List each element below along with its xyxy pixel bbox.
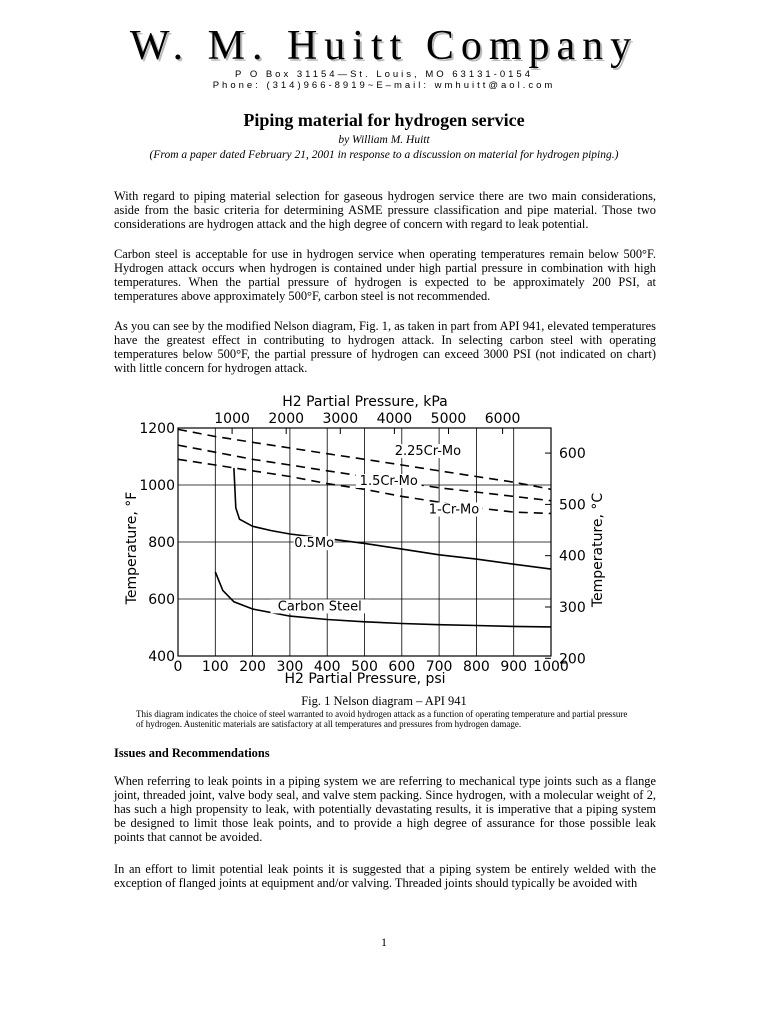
y2-tick-label: 200: [559, 651, 586, 668]
company-address: P O Box 31154—St. Louis, MO 63131-0154: [235, 69, 533, 80]
y-tick-label: 600: [148, 592, 175, 608]
series-label-0-5mo: 0.5Mo: [294, 536, 335, 552]
y-tick-label: 1200: [139, 421, 175, 437]
nelson-diagram: [0, 388, 768, 688]
figure-caption: Fig. 1 Nelson diagram – API 941: [301, 694, 467, 708]
series-label-1-cr-mo: 1-Cr-Mo: [428, 502, 480, 518]
y2-tick-label: 600: [559, 446, 586, 463]
x-tick-label: 500: [351, 659, 378, 675]
paper-title: Piping material for hydrogen service: [243, 110, 525, 130]
paragraph-2: Carbon steel is acceptable for use in hydrogen service when operating temperatures remain below 500°F. Hydrogen attack occurs when hydrogen is contained under high partial pressure in combination with high temperatures. When the partial pressure of hydrogen is expected to be approximately 200 PSI, at temperatures above approximately 500°F, carbon steel is not recommended.: [114, 247, 656, 303]
x-tick-label: 800: [463, 659, 490, 675]
section-heading: Issues and Recommendations: [114, 746, 270, 760]
x-tick-label: 300: [276, 659, 304, 675]
byline: by William M. Huitt: [338, 134, 430, 146]
chart-top-axis-label: H2 Partial Pressure, kPa: [282, 394, 448, 410]
x2-tick-label: 1000: [214, 411, 250, 427]
chart-bottom-axis-label: H2 Partial Pressure, psi: [284, 671, 446, 687]
x-tick-label: 0: [173, 659, 183, 675]
y2-tick-label: 500: [559, 497, 586, 514]
x2-tick-label: 2000: [268, 411, 305, 427]
paragraph-3: As you can see by the modified Nelson diagram, Fig. 1, as taken in part from API 941, elevated temperatures have the greatest effect in contributing to hydrogen attack. In selecting carbon steel with operating temperatures below 500°F, the partial pressure of hydrogen can exceed 3000 PSI (not indicated on chart) with little concern for hydrogen attack.: [114, 319, 656, 375]
y-tick-label: 400: [148, 649, 175, 665]
paragraph-5: In an effort to limit potential leak points it is suggested that a piping system be entirely welded with the exception of flanged joints at equipment and/or valving. Threaded joints should typically be avoided with: [114, 862, 656, 890]
paper-subtitle: (From a paper dated February 21, 2001 in response to a discussion on material for hydrogen piping.): [149, 149, 619, 161]
x-tick-label: 1000: [533, 659, 569, 675]
chart-left-axis-label: Temperature, °F: [124, 491, 140, 605]
series-line-carbon-steel: [215, 572, 551, 627]
y2-tick-label: 300: [559, 599, 586, 616]
series-label-1-5cr-mo: 1.5Cr-Mo: [359, 474, 418, 489]
series-label-carbon-steel: Carbon Steel: [277, 599, 362, 615]
page-number: 1: [381, 935, 387, 949]
company-name: W. M. Huitt Company: [129, 23, 639, 69]
x-tick-label: 700: [425, 659, 453, 675]
y2-tick-label: 400: [559, 548, 586, 565]
y-tick-label: 1000: [139, 478, 175, 494]
x2-tick-label: 6000: [484, 411, 521, 427]
figure-note: This diagram indicates the choice of steel warranted to avoid hydrogen attack as a function of operating temperature and partial pressure of hydrogen. Austenitic materials are satisfactory at all temperatures and pressures from hydrogen damage.: [136, 709, 628, 729]
x-tick-label: 900: [500, 659, 528, 675]
series-label-2-25cr-mo: 2.25Cr-Mo: [394, 444, 462, 460]
x2-tick-label: 3000: [322, 411, 359, 427]
paragraph-4: When referring to leak points in a piping system we are referring to mechanical type joints such as a flange joint, threaded joint, valve body seal, and valve stem packing. Since hydrogen, with a molecular weight of 2, has such a high propensity to leak, with potentially devastating results, it is imperative that a piping system be designed to limit those leak points, and to provide a high degree of assurance for those possible leak points that cannot be avoided.: [114, 774, 656, 844]
y-tick-label: 800: [148, 535, 175, 551]
x-tick-label: 100: [201, 659, 229, 675]
chart-right-axis-label: Temperature, °C: [590, 492, 606, 608]
paragraph-1: With regard to piping material selection for gaseous hydrogen service there are two main considerations, aside from the basic criteria for determining ASME pressure classification and pipe material. Those two considerations are hydrogen attack and the high degree of concern with regard to leak potential.: [114, 189, 656, 231]
x-tick-label: 400: [313, 659, 341, 675]
x-tick-label: 600: [388, 659, 416, 675]
x-tick-label: 200: [239, 659, 266, 675]
x2-tick-label: 4000: [376, 411, 413, 427]
x2-tick-label: 5000: [430, 411, 467, 427]
company-phone: Phone: (314)966-8919~E–mail: wmhuitt@aol.com: [212, 80, 556, 91]
